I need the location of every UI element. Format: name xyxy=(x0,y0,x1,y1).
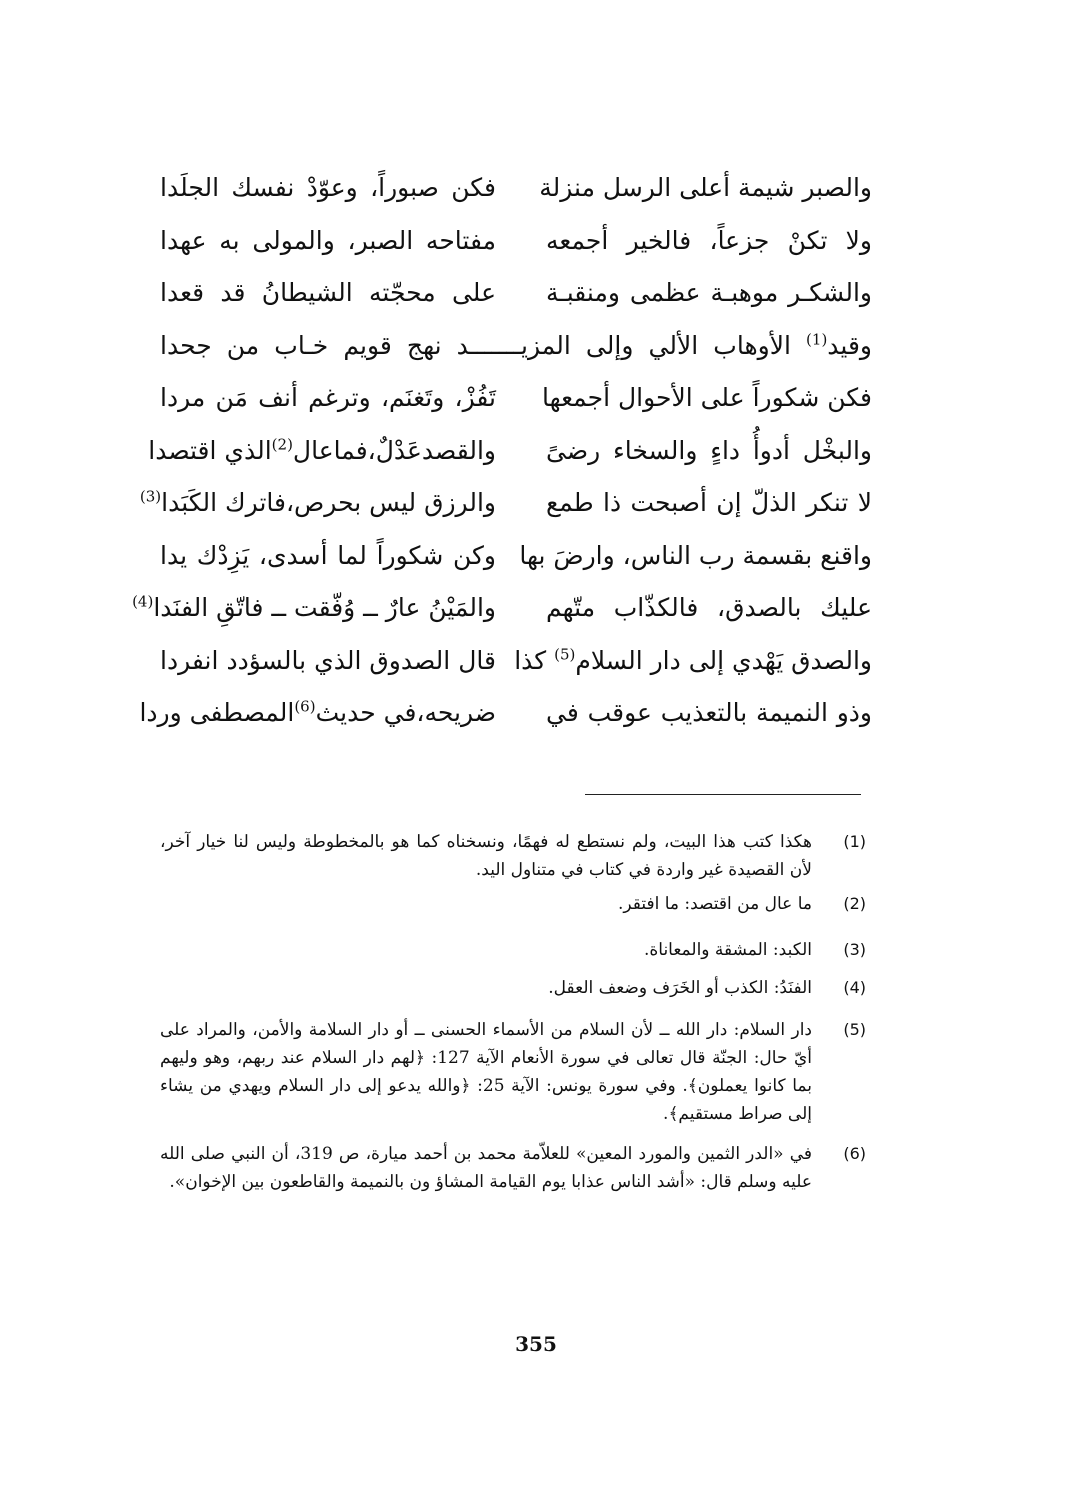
footnote-ref: (3) xyxy=(139,487,162,506)
verse-first-hemistich: والبخْل أدوأُ داءٍ والسخاء رضىً xyxy=(546,435,872,465)
verse-second-hemistich: وكن شكوراً لما أسدى، يَزِدْك يدا xyxy=(160,540,496,570)
verse-first-hemistich: ولا تكنْ جزعاً، فالخير أجمعه xyxy=(546,225,872,255)
verse-text: ضريحه،في حديث xyxy=(315,698,496,727)
verse-text: والقصدعَدْلٌ،فماعال xyxy=(292,435,496,465)
verse-text: والمَيْنُ عارٌ ــ وُفّقت ــ فاتّقِ الفنَدا xyxy=(153,593,496,622)
verse xyxy=(132,582,872,635)
footnote-number: (1) xyxy=(843,832,866,851)
footnote-text: هكذا كتب هذا البيت، ولم نستطع له فهمًا، ونسخناه كما هو بالمخطوطة وليس لنا خيار آخر، لأن القصيدة غير واردة في كتاب في متناول اليد. xyxy=(160,832,812,880)
verse-first-hemistich xyxy=(514,635,872,688)
verse-full-line xyxy=(160,320,872,373)
verse-first-hemistich: واقنع بقسمة رب الناس، وارضَ بها xyxy=(519,540,872,570)
verse xyxy=(160,320,872,373)
verse-first-hemistich: وذو النميمة بالتعذيب عوقب في xyxy=(546,698,872,727)
footnote xyxy=(160,890,872,918)
verse xyxy=(139,477,872,530)
footnote-number: (5) xyxy=(843,1020,866,1039)
verse-first-hemistich: لا تنكر الذلّ إن أصبحت ذا طمع xyxy=(546,488,872,517)
verse-first-hemistich: والصبر شيمة أعلى الرسل منزلة xyxy=(539,173,872,202)
verse-first-hemistich: والشكـر موهبـة عظمى ومنقبـة xyxy=(546,278,872,307)
verse xyxy=(160,530,872,583)
verse xyxy=(160,635,872,688)
page-number: 355 xyxy=(515,1332,557,1356)
footnote-ref: (4) xyxy=(132,592,154,611)
footnote-text: الكبد: المشقة والمعاناة. xyxy=(643,940,812,960)
footnote xyxy=(160,936,872,964)
footnote-text: الفنَدُ: الكذب أو الخَرَف وضعف العقل. xyxy=(548,978,812,998)
footnote-number: (2) xyxy=(843,894,866,913)
footnote-number: (6) xyxy=(843,1144,866,1163)
footnote-text: ما عال من اقتصد: ما افتقر. xyxy=(617,894,812,914)
footnote xyxy=(160,974,872,1002)
footnote-number: (4) xyxy=(843,978,866,997)
footnote-ref: (1) xyxy=(806,330,828,349)
verse xyxy=(160,215,872,268)
footnote-separator xyxy=(585,794,861,795)
verse-text: والرزق ليس بحرص،فاترك الكَبَدا xyxy=(161,488,496,517)
verse-second-hemistich: فكن صبوراً، وعوّدْ نفسك الجلَدا xyxy=(160,173,496,202)
footnotes xyxy=(160,828,872,1196)
verse-second-hemistich xyxy=(139,477,496,530)
verse xyxy=(148,425,872,478)
verse-text: الأوهاب الألي وإلى المزيـــــــد نهج قويم خـاب من جحدا xyxy=(160,330,807,360)
verse xyxy=(160,372,872,425)
verse xyxy=(139,687,872,740)
footnote-number: (3) xyxy=(843,940,866,959)
footnote-text: في «الدر الثمين والمورد المعين» للعلاّمة محمد بن أحمد ميارة، ص 319، أن النبي صلى الله عليه وسلم قال: «أشد الناس عذابا يوم القيامة المشاؤ ون بالنميمة والقاطعون بين الإخوان». xyxy=(160,1144,812,1192)
footnote-ref: (6) xyxy=(294,697,316,716)
footnote xyxy=(160,1016,872,1128)
verse-second-hemistich: تَفُزْ، وتَغنَم، وترغم أنف مَن مردا xyxy=(160,383,496,412)
verse-text: الذي اقتصدا xyxy=(148,435,272,465)
verse-first-hemistich: فكن شكوراً على الأحوال أجمعها xyxy=(541,383,872,412)
verse xyxy=(160,162,872,215)
verse-second-hemistich: مفتاحه الصبر، والمولى به عهدا xyxy=(160,225,496,255)
footnote-ref: (2) xyxy=(271,435,293,454)
verse-text: كذا xyxy=(514,645,555,675)
verse-second-hemistich xyxy=(139,687,496,740)
verse-first-hemistich: عليك بالصدق، فالكذّاب متّهم xyxy=(546,593,872,622)
verse-second-hemistich xyxy=(148,425,496,478)
footnote xyxy=(160,828,872,884)
verse-second-hemistich: قال الصدوق الذي بالسؤدد انفردا xyxy=(160,645,496,675)
verse-text: والصدق يَهْدي إلى دار السلام xyxy=(575,645,872,675)
footnote-ref: (5) xyxy=(554,645,576,664)
verse xyxy=(160,267,872,320)
poem xyxy=(132,162,872,740)
footnote xyxy=(160,1140,872,1196)
footnote-text: دار السلام: دار الله ــ لأن السلام من الأسماء الحسنى ــ أو دار السلامة والأمن، والمراد على أيّ حال: الجنّة قال تعالى في سورة الأنعام الآية 127: ﴿لهم دار السلام عند ربهم، وهو وليهم بما كانوا يعملون﴾. وفي سورة يونس: الآية 25: ﴿والله يدعو إلى دار السلام ويهدي من يشاء إلى صراط مستقيم﴾. xyxy=(160,1020,812,1124)
verse-second-hemistich xyxy=(132,582,496,635)
verse-text: وقيد xyxy=(827,330,872,360)
verse-text: المصطفى وردا xyxy=(139,698,295,727)
verse-second-hemistich: على محجّته الشيطانُ قد قعدا xyxy=(160,278,496,307)
